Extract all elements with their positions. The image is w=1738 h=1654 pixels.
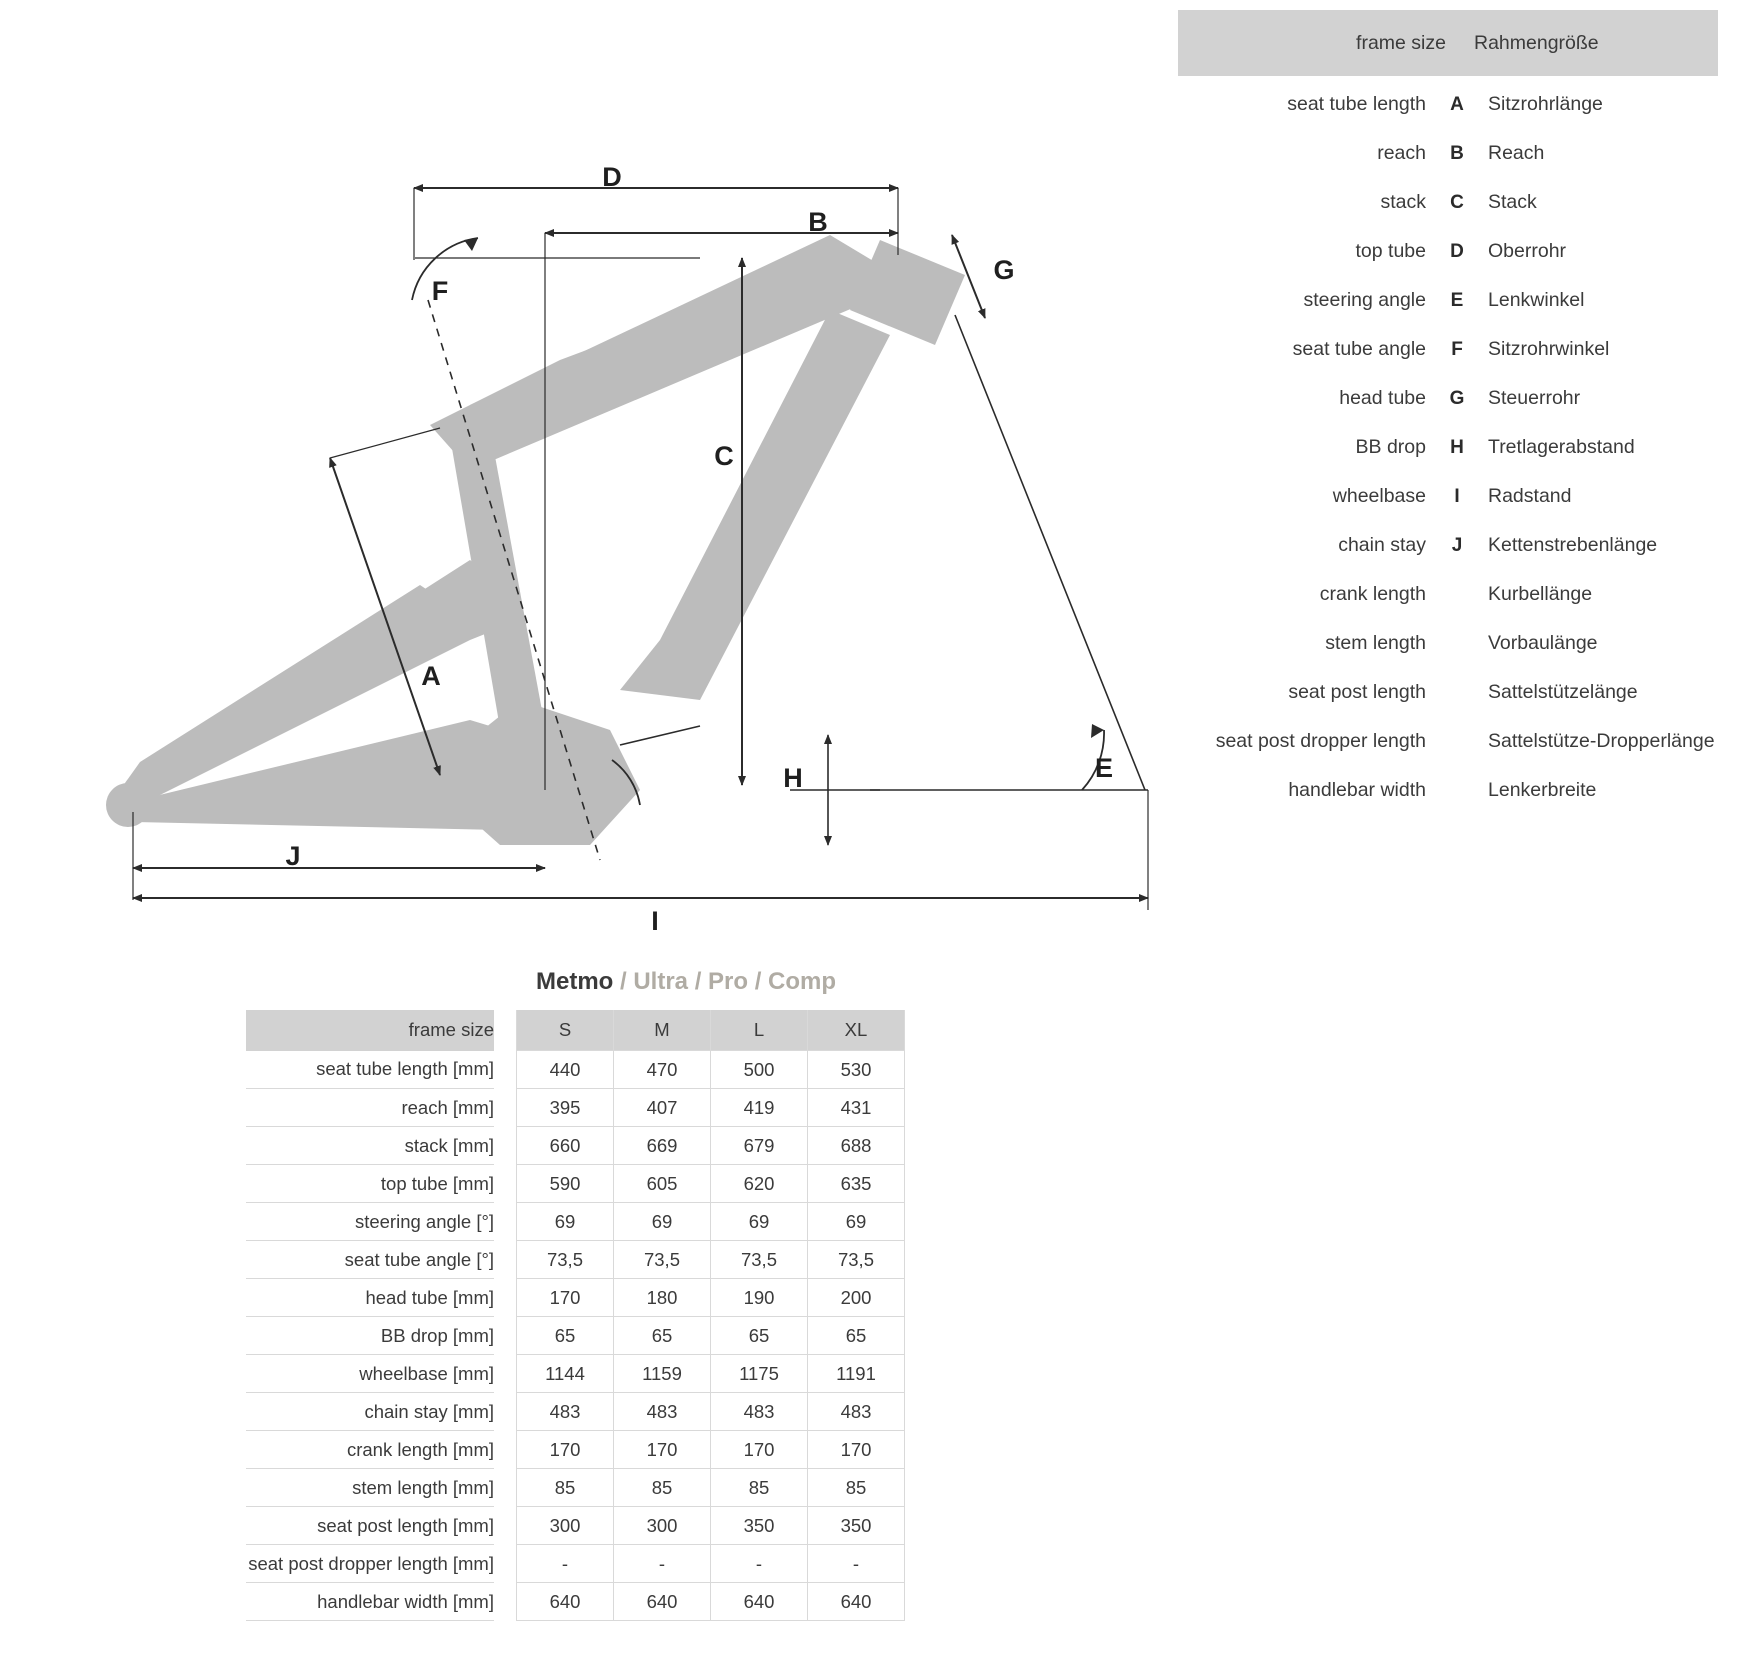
spec-title — [536, 968, 946, 996]
label-C: C — [714, 441, 734, 471]
legend-term-en: top tube — [1355, 240, 1426, 262]
table-cell: 407 — [614, 1089, 711, 1127]
table-row — [246, 1127, 905, 1165]
legend-key: A — [1450, 93, 1464, 115]
table-cell: 431 — [808, 1089, 905, 1127]
table-spacer — [494, 1279, 517, 1317]
table-cell: 73,5 — [711, 1241, 808, 1279]
table-cell: 170 — [517, 1431, 614, 1469]
table-row-label: reach [mm] — [246, 1089, 494, 1127]
legend-term-de: Lenkerbreite — [1488, 779, 1597, 801]
legend-row — [1178, 227, 1718, 276]
table-row — [246, 1431, 905, 1469]
legend-term-en: wheelbase — [1332, 485, 1426, 507]
legend-term-de: Lenkwinkel — [1488, 289, 1585, 311]
table-row-label: handlebar width [mm] — [246, 1583, 494, 1621]
table-spacer — [494, 1431, 517, 1469]
spec-title-variants: / Ultra / Pro / Comp — [620, 968, 837, 995]
legend-row — [1178, 325, 1718, 374]
table-row-label: BB drop [mm] — [246, 1317, 494, 1355]
table-cell: 85 — [711, 1469, 808, 1507]
table-cell: 69 — [808, 1203, 905, 1241]
legend-term-de: Sitzrohrwinkel — [1488, 338, 1610, 360]
legend-key: E — [1450, 289, 1464, 311]
table-size-header: M — [614, 1010, 711, 1051]
legend-term-en: seat post dropper length — [1215, 730, 1426, 752]
geometry-diagram-svg — [0, 0, 1180, 936]
table-row — [246, 1165, 905, 1203]
legend-term-en: steering angle — [1303, 289, 1426, 311]
table-cell: 640 — [711, 1583, 808, 1621]
table-cell: 300 — [517, 1507, 614, 1545]
table-cell: 483 — [614, 1393, 711, 1431]
table-spacer — [494, 1355, 517, 1393]
table-spacer — [494, 1127, 517, 1165]
table-cell: - — [517, 1545, 614, 1583]
table-cell: 1191 — [808, 1355, 905, 1393]
legend-term-de: Steuerrohr — [1488, 387, 1581, 409]
table-cell: 1175 — [711, 1355, 808, 1393]
table-row — [246, 1279, 905, 1317]
table-row — [246, 1051, 905, 1089]
table-size-header: S — [517, 1010, 614, 1051]
table-cell: - — [711, 1545, 808, 1583]
table-row-label: seat tube angle [°] — [246, 1241, 494, 1279]
legend-header-en: frame size — [1178, 10, 1460, 76]
legend-row — [1178, 178, 1718, 227]
spec-table-panel — [246, 968, 946, 1621]
table-cell: 65 — [711, 1317, 808, 1355]
table-cell: 688 — [808, 1127, 905, 1165]
legend-term-de: Reach — [1488, 142, 1545, 164]
table-row-label: chain stay [mm] — [246, 1393, 494, 1431]
table-row-label: top tube [mm] — [246, 1165, 494, 1203]
legend-row — [1178, 717, 1718, 766]
frame-silhouette — [106, 235, 965, 845]
table-cell: 483 — [517, 1393, 614, 1431]
legend-term-en: chain stay — [1338, 534, 1426, 556]
legend-term-en: reach — [1377, 142, 1426, 164]
table-spacer — [494, 1165, 517, 1203]
table-row — [246, 1317, 905, 1355]
legend-term-en: head tube — [1339, 387, 1426, 409]
legend-key: B — [1450, 142, 1464, 164]
table-spacer — [494, 1010, 517, 1051]
legend-term-de: Sattelstütze-Dropperlänge — [1488, 730, 1715, 752]
legend-row — [1178, 80, 1718, 129]
legend-row — [1178, 766, 1718, 815]
legend-term-en: crank length — [1319, 583, 1426, 605]
legend-key: F — [1451, 338, 1463, 360]
table-cell: 350 — [808, 1507, 905, 1545]
table-cell: - — [614, 1545, 711, 1583]
table-spacer — [494, 1203, 517, 1241]
table-cell: 85 — [614, 1469, 711, 1507]
table-cell: 640 — [808, 1583, 905, 1621]
legend-row — [1178, 423, 1718, 472]
table-cell: 1159 — [614, 1355, 711, 1393]
table-spacer — [494, 1545, 517, 1583]
label-F: F — [431, 276, 449, 306]
table-cell: 200 — [808, 1279, 905, 1317]
legend-term-de: Stack — [1488, 191, 1537, 213]
table-cell: 73,5 — [517, 1241, 614, 1279]
table-cell: 170 — [614, 1431, 711, 1469]
legend-term-de: Sitzrohrlänge — [1488, 93, 1603, 115]
table-cell: 65 — [517, 1317, 614, 1355]
legend-row — [1178, 374, 1718, 423]
table-cell: 640 — [614, 1583, 711, 1621]
table-cell: 73,5 — [614, 1241, 711, 1279]
table-cell: 65 — [808, 1317, 905, 1355]
label-I: I — [651, 906, 659, 936]
table-cell: 679 — [711, 1127, 808, 1165]
table-cell: 85 — [808, 1469, 905, 1507]
table-row-label: stem length [mm] — [246, 1469, 494, 1507]
table-spacer — [494, 1393, 517, 1431]
legend-term-de: Oberrohr — [1488, 240, 1567, 262]
table-cell: 170 — [711, 1431, 808, 1469]
label-G: G — [993, 255, 1015, 285]
table-spacer — [494, 1469, 517, 1507]
table-row — [246, 1583, 905, 1621]
table-cell: 73,5 — [808, 1241, 905, 1279]
legend-row — [1178, 129, 1718, 178]
legend-row — [1178, 668, 1718, 717]
table-cell: 640 — [517, 1583, 614, 1621]
label-H: H — [783, 763, 803, 793]
table-row — [246, 1355, 905, 1393]
table-spacer — [494, 1317, 517, 1355]
label-D: D — [602, 162, 622, 192]
legend-term-en: stack — [1380, 191, 1426, 213]
legend-panel — [1178, 10, 1718, 815]
table-spacer — [494, 1507, 517, 1545]
legend-term-en: stem length — [1325, 632, 1426, 654]
legend-row — [1178, 570, 1718, 619]
legend-term-en: BB drop — [1355, 436, 1426, 458]
table-row-label: wheelbase [mm] — [246, 1355, 494, 1393]
table-row — [246, 1545, 905, 1583]
legend-header — [1178, 10, 1718, 76]
legend-key: H — [1450, 436, 1464, 458]
table-size-header: XL — [808, 1010, 905, 1051]
table-cell: 180 — [614, 1279, 711, 1317]
label-J: J — [285, 841, 301, 871]
table-cell: 170 — [517, 1279, 614, 1317]
table-cell: 470 — [614, 1051, 711, 1089]
geometry-table — [246, 1010, 905, 1621]
table-cell: 85 — [517, 1469, 614, 1507]
table-row — [246, 1393, 905, 1431]
label-E: E — [1094, 753, 1114, 783]
geometry-diagram — [0, 0, 1180, 936]
table-cell: 65 — [614, 1317, 711, 1355]
table-cell: 500 — [711, 1051, 808, 1089]
legend-header-de: Rahmengröße — [1460, 10, 1718, 76]
table-cell: 170 — [808, 1431, 905, 1469]
table-row-label: crank length [mm] — [246, 1431, 494, 1469]
legend-term-de: Kettenstrebenlänge — [1488, 534, 1658, 556]
table-row-label: seat post length [mm] — [246, 1507, 494, 1545]
table-cell: 660 — [517, 1127, 614, 1165]
legend-term-en: seat tube angle — [1292, 338, 1426, 360]
table-header-label: frame size — [246, 1010, 494, 1051]
table-row-label: seat tube length [mm] — [246, 1051, 494, 1089]
legend-row — [1178, 619, 1718, 668]
legend-key: G — [1449, 387, 1465, 409]
legend-row — [1178, 521, 1718, 570]
table-cell: 530 — [808, 1051, 905, 1089]
table-cell: 395 — [517, 1089, 614, 1127]
table-cell: 190 — [711, 1279, 808, 1317]
table-row — [246, 1241, 905, 1279]
legend-term-en: seat tube length — [1287, 93, 1426, 115]
table-spacer — [494, 1583, 517, 1621]
legend-term-en: seat post length — [1288, 681, 1426, 703]
table-row-label: stack [mm] — [246, 1127, 494, 1165]
table-cell: 590 — [517, 1165, 614, 1203]
legend-row — [1178, 472, 1718, 521]
legend-term-de: Vorbaulänge — [1488, 632, 1598, 654]
table-cell: 350 — [711, 1507, 808, 1545]
table-cell: 669 — [614, 1127, 711, 1165]
table-cell: 620 — [711, 1165, 808, 1203]
label-A: A — [421, 661, 441, 691]
table-cell: 300 — [614, 1507, 711, 1545]
legend-term-de: Sattelstützelänge — [1488, 681, 1638, 703]
table-cell: 1144 — [517, 1355, 614, 1393]
table-cell: 69 — [614, 1203, 711, 1241]
table-cell: 69 — [517, 1203, 614, 1241]
table-cell: 635 — [808, 1165, 905, 1203]
legend-term-de: Tretlagerabstand — [1488, 436, 1635, 458]
table-cell: 419 — [711, 1089, 808, 1127]
table-size-header: L — [711, 1010, 808, 1051]
table-row-label: head tube [mm] — [246, 1279, 494, 1317]
table-row — [246, 1203, 905, 1241]
table-spacer — [494, 1051, 517, 1089]
label-B: B — [808, 207, 828, 237]
legend-row — [1178, 276, 1718, 325]
table-cell: 483 — [711, 1393, 808, 1431]
legend-key: C — [1450, 191, 1464, 213]
legend-term-de: Kurbellänge — [1488, 583, 1593, 605]
table-row-label: seat post dropper length [mm] — [246, 1545, 494, 1583]
legend-key: I — [1454, 485, 1460, 507]
legend-term-de: Radstand — [1488, 485, 1572, 507]
table-cell: 440 — [517, 1051, 614, 1089]
table-spacer — [494, 1089, 517, 1127]
table-row — [246, 1089, 905, 1127]
table-row — [246, 1469, 905, 1507]
table-row-label: steering angle [°] — [246, 1203, 494, 1241]
table-row — [246, 1507, 905, 1545]
table-spacer — [494, 1241, 517, 1279]
table-cell: 605 — [614, 1165, 711, 1203]
legend-key: D — [1450, 240, 1464, 262]
table-cell: - — [808, 1545, 905, 1583]
table-cell: 69 — [711, 1203, 808, 1241]
spec-title-main: Metmo — [536, 968, 614, 995]
legend-term-en: handlebar width — [1288, 779, 1426, 801]
legend-key: J — [1451, 534, 1463, 556]
table-header-row — [246, 1010, 905, 1051]
table-cell: 483 — [808, 1393, 905, 1431]
